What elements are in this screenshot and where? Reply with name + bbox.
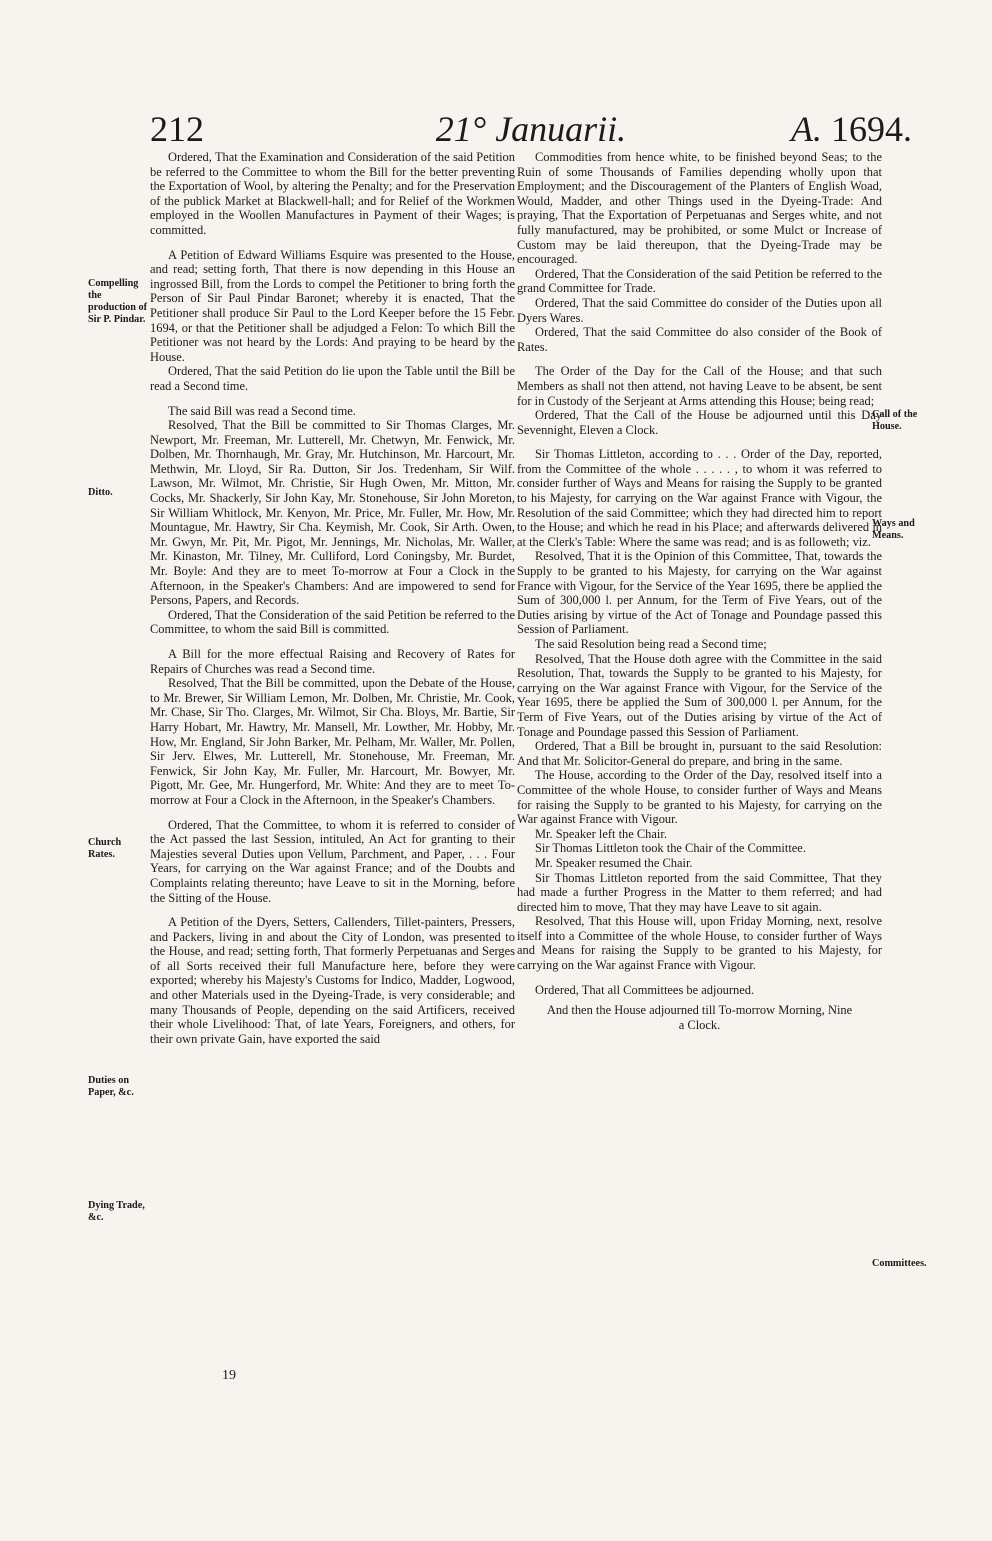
year-prefix: A.: [791, 109, 822, 149]
margin-note-dying-trade: Dying Trade, &c.: [88, 1200, 145, 1223]
right-column: [517, 150, 882, 1032]
margin-note-ditto: Ditto.: [88, 487, 113, 498]
page-number: 212: [150, 109, 204, 149]
paragraph: Resolved, That this House will, upon Friday Morning, next, resolve itself into a Committee of the whole House, to consider further of Ways and Means for raising the Supply to be granted to his Majesty, for carrying on the War against France with Vigour.: [517, 914, 882, 973]
paragraph: Mr. Speaker left the Chair.: [535, 826, 667, 841]
margin-note-duties: Duties on Paper, &c.: [88, 1075, 134, 1098]
paragraph: Ordered, That a Bill be brought in, pursuant to the said Resolution: And that Mr. Solicitor-General do prepare, and bring in the same.: [517, 739, 882, 768]
year-value: 1694.: [831, 109, 912, 149]
paragraph: Ordered, That the Committee, to whom it is referred to consider of the Act passed the last Session, intituled, An Act for granting to their Majesties several Duties upon Vellum, Parchment, and Paper, . . . Four Years, for carrying on the War against France; and of the Doubts and Complaints relating thereunto; have Leave to sit in the Morning, before the Sitting of the House.: [150, 817, 515, 905]
page-header: [150, 108, 912, 154]
closing-line: And then the House adjourned till To-morrow Morning, Nine a Clock.: [546, 1003, 853, 1032]
paragraph: Resolved, That it is the Opinion of this Committee, That, towards the Supply to be granted to his Majesty, for carrying on the War against France with Vigour, for the Service of the Year 1695, there be applied the Sum of 300,000 l. per Annum, for the Term of Five Years, out of the Duties arising by virtue of the Act of Tonage and Poundage passed this Session of Parliament.: [517, 549, 882, 637]
paragraph: Commodities from hence white, to be finished beyond Seas; to the Ruin of some Thousands of Families depending wholly upon that Employment; and the Discouragement of the Planters of English Woad, Would, Madder, and other Things used in the Dyeing-Trade: And praying, That the Exportation of Perpetuanas and Serges white, and not fully manufactured, may be prohibited, or some Mulct or Increase of Custom may be laid thereupon, that the Dyeing-Trade may be encouraged.: [517, 150, 882, 267]
paragraph: Mr. Speaker resumed the Chair.: [535, 855, 693, 870]
paragraph: A Bill for the more effectual Raising and Recovery of Rates for Repairs of Churches was read a Second time.: [150, 647, 515, 676]
paragraph: The House, according to the Order of the Day, resolved itself into a Committee of the whole House, to consider further of Ways and Means for raising the Supply to be granted to his Majesty, for carrying on the War against France with Vigour.: [517, 768, 882, 827]
page-date: 21° Januarii.: [435, 109, 627, 149]
margin-note-pindar: Compelling the production of Sir P. Pindar.: [88, 278, 147, 325]
signature-mark: 19: [222, 1368, 236, 1383]
margin-note-call-of-house: Call of the House.: [872, 409, 918, 432]
paragraph: Resolved, That the House doth agree with the Committee in the said Resolution, That, towards the Supply to be granted to his Majesty, for carrying on the War against France with Vigour, for the Service of the Year 1695, there be applied the Sum of 300,000 l. per Annum, for the Term of Five Years, out of the Duties arising by virtue of the Act of Tonage and Poundage passed this Session of Parliament.: [517, 651, 882, 739]
paragraph: Ordered, That the Examination and Consideration of the said Petition be referred to the Committee to whom the Bill for the better preventing the Exportation of Wool, by altering the Penalty; and for the Preservation of the publick Market at Blackwell-hall; and for Relief of the Workmen employed in the Woollen Manufactures in Payment of their Wages; is committed.: [150, 150, 515, 237]
paragraph: Ordered, That the said Committee do consider of the Duties upon all Dyers Wares.: [517, 295, 882, 325]
paragraph: The said Bill was read a Second time.: [168, 403, 356, 418]
paragraph: A Petition of the Dyers, Setters, Callenders, Tillet-painters, Pressers, and Packers, living in and about the City of London, was presented to the House, and read; setting forth, That formerly Perpetuanas and Serges of all Sorts received their full Manufacture here, before they were exported; whereby his Majesty's Customs for Indico, Madder, Logwood, and other Materials used in the Dyeing-Trade, is very considerable; and many Thousands of People, depending on the said Artificers, received their whole Livelihood: That, of late Years, Foreigners, and others, for their own private Gain, have exported the said: [150, 915, 515, 1046]
paragraph: Sir Thomas Littleton took the Chair of the Committee.: [535, 841, 806, 856]
paragraph: Ordered, That the Consideration of the said Petition be referred to the grand Committee for Trade.: [517, 266, 882, 296]
paragraph: Resolved, That the Bill be committed to Sir Thomas Clarges, Mr. Newport, Mr. Freeman, Mr. Lutterell, Mr. Chetwyn, Mr. Fenwick, Mr. Dolben, Mr. Thornhaugh, Mr. Gray, Mr. Hutchinson, Mr. Harcourt, Mr. Methwin, Mr. Lloyd, Sir Ra. Dutton, Sir Jos. Tredenham, Sir Wilf. Lawson, Mr. Wilmot, Mr. Christie, Sir Hugh Owen, Mr. Mitton, Mr. Cocks, Mr. Shackerly, Sir John Kay, Mr. Stonehouse, Sir John Moreton, Sir William Whitlock, Mr. Kenyon, Mr. Price, Mr. Fuller, Mr. How, Mr. Mountague, Mr. Hawtry, Sir Cha. Keymish, Mr. Cook, Sir Arth. Owen, Mr. Gwyn, Mr. Pit, Mr. Pigot, Mr. Jennings, Mr. Nicholas, Mr. Waller, Mr. Kinaston, Mr. Tilney, Mr. Culliford, Lord Coningsby, Mr. Burdet, Mr. Boyle: And they are to meet To-morrow at Four a Clock in the Afternoon, in the Speaker's Chambers: And are impowered to send for Persons, Papers, and Records.: [150, 418, 515, 608]
paragraph: Ordered, That all Committees be adjourned.: [535, 982, 755, 997]
paragraph: Ordered, That the said Committee do also consider of the Book of Rates.: [517, 325, 882, 354]
margin-note-church-rates: Church Rates.: [88, 837, 122, 860]
paragraph: Ordered, That the Call of the House be adjourned until this Day Sevennight, Eleven a Clock.: [517, 408, 882, 437]
paragraph: Sir Thomas Littleton reported from the said Committee, That they had made a further Progress in the Matter to them referred; and had directed him to move, That they may have Leave to sit again.: [517, 870, 882, 914]
paragraph: The Order of the Day for the Call of the House; and that such Members as shall not then attend, not having Leave to be absent, be sent for in Custody of the Serjeant at Arms attending this House; being read;: [517, 364, 882, 408]
paragraph: A Petition of Edward Williams Esquire was presented to the House, and read; setting forth, That there is now depending in this House an ingrossed Bill, from the Lords to compel the Petitioner to bring forth the Person of Sir Paul Pindar Baronet; whereby it is enacted, That the Petitioner shall produce Sir Paul to the Lord Keeper before the 15 Febr. 1694, or that the Petitioner shall be adjudged a Felon: To which Bill the Petitioner was not heard by the Lords: And praying to be heard by the House.: [150, 247, 515, 364]
paragraph: The said Resolution being read a Second time;: [535, 637, 767, 651]
paragraph: Ordered, That the said Petition do lie upon the Table until the Bill be read a Second time.: [150, 364, 515, 393]
left-column: [150, 150, 515, 1046]
margin-note-committees: Committees.: [872, 1258, 927, 1269]
paragraph: Resolved, That the Bill be committed, upon the Debate of the House, to Mr. Brewer, Sir William Lemon, Mr. Dolben, Mr. Christie, Mr. Cook, Mr. Chase, Sir Tho. Clarges, Mr. Wilmot, Sir Cha. Bloys, Mr. Bartie, Sir Harry Hobart, Mr. Hawtry, Mr. Mansell, Mr. Lowther, Mr. Hobby, Mr. How, Mr. England, Sir John Barker, Mr. Pelham, Mr. Waller, Mr. Pollen, Sir Jerv. Elwes, Mr. Lutterell, Mr. Stonehouse, Mr. Freeman, Mr. Fenwick, Sir John Kay, Mr. Fuller, Mr. Harcourt, Mr. Bowyer, Mr. Pigott, Mr. Gee, Mr. Hungerford, Mr. White: And they are to meet To-morrow at Four a Clock in the Afternoon, in the Speaker's Chambers.: [150, 676, 515, 807]
paragraph: Sir Thomas Littleton, according to . . . Order of the Day, reported, from the Committee of the whole . . . . . , to whom it was referred to consider further of Ways and Means for raising the Supply to be granted to his Majesty, for carrying on the War against France with Vigour, the Resolution of the said Committee; which they had directed him to report to the House; and which he read in his Place; and afterwards delivered in at the Clerk's Table: Where the same was read; and is as followeth; viz.: [517, 447, 882, 549]
paragraph: Ordered, That the Consideration of the said Petition be referred to the Committee, to whom the said Bill is committed.: [150, 607, 515, 637]
page-year: [791, 108, 912, 150]
margin-note-ways-and-means: Ways and Means.: [872, 518, 915, 541]
